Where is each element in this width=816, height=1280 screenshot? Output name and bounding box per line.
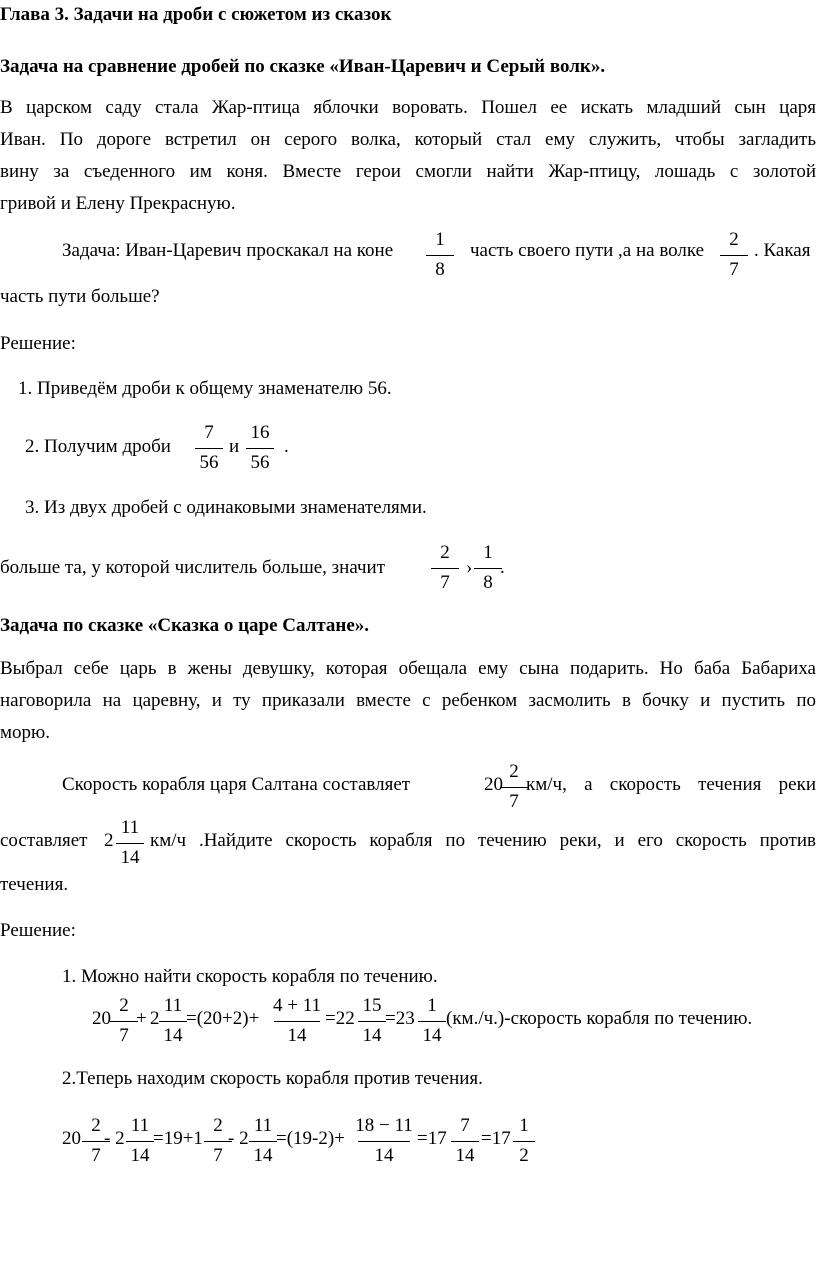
denominator: 14 <box>455 1145 475 1166</box>
task2-problem-text: течения. <box>0 874 69 895</box>
equation-part: =17 <box>481 1128 511 1149</box>
equation-tail: (км./ч.)-скорость корабля по течению. <box>446 1008 753 1029</box>
task2-story-line: морю. <box>0 722 50 743</box>
task2-story-line: Выбрал себе царь в жены девушку, которая обещала ему сына подарить. Но баба Бабариха <box>0 658 816 679</box>
denominator: 8 <box>435 259 445 280</box>
numerator: 11 <box>163 995 183 1016</box>
solution-step: 3. Из двух дробей с одинаковыми знаменателями. <box>25 497 427 518</box>
equation-part: =(20+2)+ <box>186 1008 260 1029</box>
mixed-number-whole: 2 <box>150 1008 160 1029</box>
punctuation: . <box>284 436 289 457</box>
task2-problem-text: составляет <box>0 830 88 851</box>
task1-story-line: вину за съеденного им коня. Вместе герои смогли найти Жар-птицу, лошадь с золотой <box>0 161 816 182</box>
denominator: 56 <box>250 452 270 473</box>
solution-step: 2.Теперь находим скорость корабля против течения. <box>62 1068 483 1089</box>
numerator: 1 <box>435 229 445 250</box>
denominator: 14 <box>362 1025 382 1046</box>
equation-part: =19+1 <box>153 1128 203 1149</box>
denominator: 14 <box>163 1025 183 1046</box>
denominator: 14 <box>120 847 140 868</box>
mixed-number-whole: 20 <box>484 774 503 795</box>
denominator: 7 <box>119 1025 129 1046</box>
task1-story-line: Иван. По дороге встретил он серого волка, который стал ему служить, чтобы загладить <box>0 129 816 150</box>
solution-label: Решение: <box>0 333 76 354</box>
conclusion-text: больше та, у которой числитель больше, значит <box>0 557 386 578</box>
equation-part: =(19-2)+ <box>276 1128 345 1149</box>
denominator: 56 <box>199 452 219 473</box>
task2-problem-text: Скорость корабля царя Салтана составляет <box>62 774 411 795</box>
chapter-title: Глава 3. Задачи на дроби с сюжетом из сказок <box>0 4 392 25</box>
numerator: 2 <box>509 761 519 782</box>
numerator: 7 <box>460 1115 470 1136</box>
task2-heading: Задача по сказке «Сказка о царе Салтане». <box>0 615 370 636</box>
equation-part: =17 <box>417 1128 447 1149</box>
mixed-number-whole: 20 <box>92 1008 111 1029</box>
solution-step: 1. Приведём дроби к общему знаменателю 56. <box>18 378 392 399</box>
denominator: 7 <box>729 259 739 280</box>
mixed-number-whole: 20 <box>62 1128 81 1149</box>
task2-problem-text: км/ч, а скорость течения реки <box>526 774 816 795</box>
denominator: 14 <box>287 1025 307 1046</box>
solution-step: 2. Получим дроби <box>25 436 171 457</box>
numerator: 2 <box>213 1115 223 1136</box>
denominator: 2 <box>519 1145 529 1166</box>
denominator: 7 <box>91 1145 101 1166</box>
numerator: 1 <box>427 995 437 1016</box>
punctuation: . <box>500 557 505 578</box>
equation-part: =22 <box>325 1008 355 1029</box>
denominator: 7 <box>440 572 450 593</box>
equation-part: - 2 <box>104 1128 125 1149</box>
numerator: 11 <box>120 817 140 838</box>
numerator: 11 <box>253 1115 273 1136</box>
task2-problem-text: км/ч .Найдите скорость корабля по течению реки, и его скорость против <box>150 830 816 851</box>
numerator: 2 <box>440 542 450 563</box>
task1-problem-text: . Какая <box>754 240 811 261</box>
denominator: 7 <box>509 791 519 812</box>
task1-heading: Задача на сравнение дробей по сказке «Иван-Царевич и Серый волк». <box>0 56 606 77</box>
numerator: 2 <box>119 995 129 1016</box>
task1-problem-text: Задача: Иван-Царевич проскакал на коне <box>62 240 394 261</box>
denominator: 14 <box>253 1145 273 1166</box>
numerator: 18 − 11 <box>355 1115 413 1136</box>
solution-label: Решение: <box>0 920 76 941</box>
equation-part: =23 <box>385 1008 415 1029</box>
task2-story-line: наговорила на царевну, и ту приказали вместе с ребенком засмолить в бочку и пустить по <box>0 690 816 711</box>
equation-part: - 2 <box>228 1128 249 1149</box>
solution-step: 1. Можно найти скорость корабля по течению. <box>62 966 438 987</box>
denominator: 14 <box>374 1145 394 1166</box>
numerator: 1 <box>519 1115 529 1136</box>
greater-than-sign: › <box>466 557 473 578</box>
numerator: 11 <box>130 1115 150 1136</box>
operator: + <box>136 1008 147 1029</box>
task1-story-line: гривой и Елену Прекрасную. <box>0 193 236 214</box>
task1-problem-text: часть своего пути ,а на волке <box>470 240 705 261</box>
numerator: 1 <box>483 542 493 563</box>
denominator: 14 <box>130 1145 150 1166</box>
numerator: 4 + 11 <box>272 995 321 1016</box>
task1-story-line: В царском саду стала Жар-птица яблочки воровать. Пошел ее искать младший сын царя <box>0 97 816 118</box>
task1-problem-text: часть пути больше? <box>0 286 160 307</box>
numerator: 15 <box>362 995 382 1016</box>
denominator: 14 <box>422 1025 442 1046</box>
mixed-number-whole: 2 <box>104 830 114 851</box>
numerator: 2 <box>91 1115 101 1136</box>
numerator: 16 <box>250 422 270 443</box>
denominator: 7 <box>213 1145 223 1166</box>
numerator: 7 <box>204 422 214 443</box>
numerator: 2 <box>729 229 739 250</box>
conjunction: и <box>229 436 240 457</box>
denominator: 8 <box>483 572 493 593</box>
